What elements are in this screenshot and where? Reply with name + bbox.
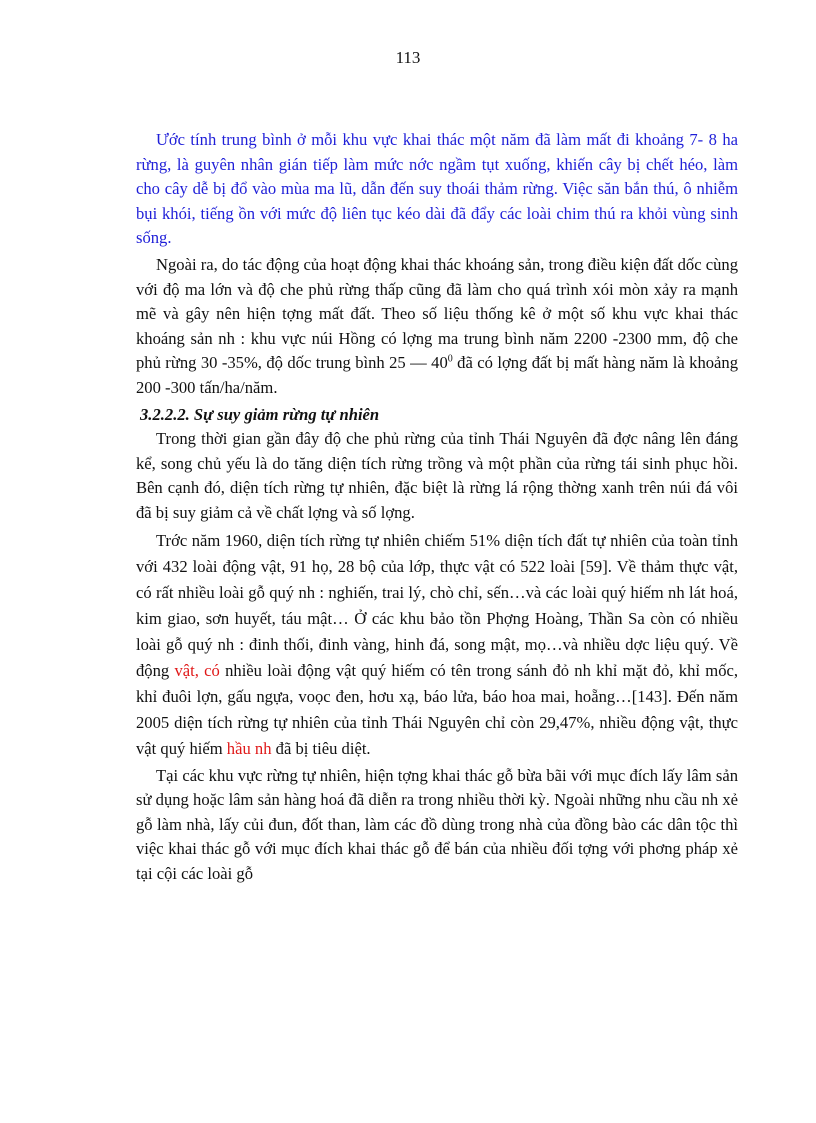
paragraph-illegal-logging: Tại các khu vực rừng tự nhiên, hiện tợng khai thác gỗ bừa bãi với mục đích lấy lâm sản sử dụng hoặc lâm sản hàng hoá đã diễn ra trong nhiều thời kỳ. Ngoài những nhu cầu nh xẻ gỗ làm nhà, lấy củi đun, đốt than, làm các đồ dùng trong nhà của đồng bào các dân tộc thì việc khai thác gỗ với mục đích khai thác gỗ để bán của nhiều đối tợng với phơng pháp xẻ tại cội các loài gỗ <box>136 765 738 883</box>
red-highlight-1: vật, có <box>174 660 220 680</box>
page-number: 113 <box>395 48 421 67</box>
text-segment-3: đã bị tiêu diệt. <box>271 738 371 758</box>
paragraph-before-1960 <box>136 528 738 762</box>
erosion-text-start: Ngoài ra, do tác động của hoạt động khai thác khoáng sản, trong điều kiện đất dốc cùng với độ ma lớn và độ che phủ rừng thấp cũng đã làm cho quá trình xói mòn xảy ra mạnh mẽ và gây nên hiện tợng mất đất. Theo số liệu thống kê ở một số khu vực khai thác khoáng sản nh : khu vực núi Hồng có lợng ma trung bình năm 2200 -2300 mm, độ che phủ rừng 30 -35%, độ dốc trung bình 25 — 40 <box>136 254 738 373</box>
text-segment-2: nhiều loài động vật quý hiếm có tên trong sánh đỏ nh khỉ mặt đỏ, khỉ mốc, khỉ đuôi lợn, gấu ngựa, voọc đen, hơu xạ, báo lửa, báo hoa mai, hoẵng…[143]. Đến năm 2005 diện tích rừng tự nhiên của tỉnh Thái Nguyên chỉ còn 29,47%, nhiều động vật, thực vật quý hiếm <box>136 660 739 758</box>
paragraph-forest-coverage: Trong thời gian gần đây độ che phủ rừng của tỉnh Thái Nguyên đã đợc nâng lên đáng kể, song chủ yếu là do tăng diện tích rừng trồng và một phần của rừng tái sinh phục hồi. Bên cạnh đó, diện tích rừng tự nhiên, đặc biệt là rừng lá rộng thờng xanh trên núi đá vôi đã bị suy giảm cả về chất lợng và số lợng. <box>136 429 738 522</box>
text-segment-1: Trớc năm 1960, diện tích rừng tự nhiên chiếm 51% diện tích đất tự nhiên của toàn tỉnh với 432 loài động vật, 91 họ, 28 bộ của lớp, thực vật có 522 loài [59]. Về thảm thực vật, có rất nhiều loài gỗ quý nh : nghiến, trai lý, chò chỉ, sến…và các loài quý hiếm nh lát hoá, kim giao, sơn huyết, táu mật… Ở các khu bảo tồn Phợng Hoàng, Thần Sa còn có nhiều loài gỗ quý nh : đinh thối, đinh vàng, hinh đá, song mật, mọ…và nhiều dợc liệu quý. Về động <box>136 530 738 680</box>
degree-superscript: 0 <box>447 353 453 365</box>
red-highlight-2: hầu nh <box>226 738 272 758</box>
document-body <box>136 128 738 886</box>
erosion-text-end: đã có lợng đất bị mất hàng năm là khoảng 200 -300 tấn/ha/năm. <box>136 353 738 397</box>
paragraph-forest-loss: Ước tính trung bình ở mỗi khu vực khai thác một năm đã làm mất đi khoảng 7- 8 ha rừng, là guyên nhân gián tiếp làm mức nớc ngầm tụt xuống, khiến cây bị chết héo, làm cho cây dễ bị đổ vào mùa ma lũ, dẫn đến suy thoái thảm rừng. Việc săn bắn thú, ô nhiễm bụi khói, tiếng ồn với mức độ liên tục kéo dài đã đẩy các loài chim thú ra khỏi vùng sinh sống. <box>136 130 738 248</box>
section-heading: 3.2.2.2. Sự suy giảm rừng tự nhiên <box>140 404 380 424</box>
paragraph-soil-erosion <box>136 253 738 401</box>
